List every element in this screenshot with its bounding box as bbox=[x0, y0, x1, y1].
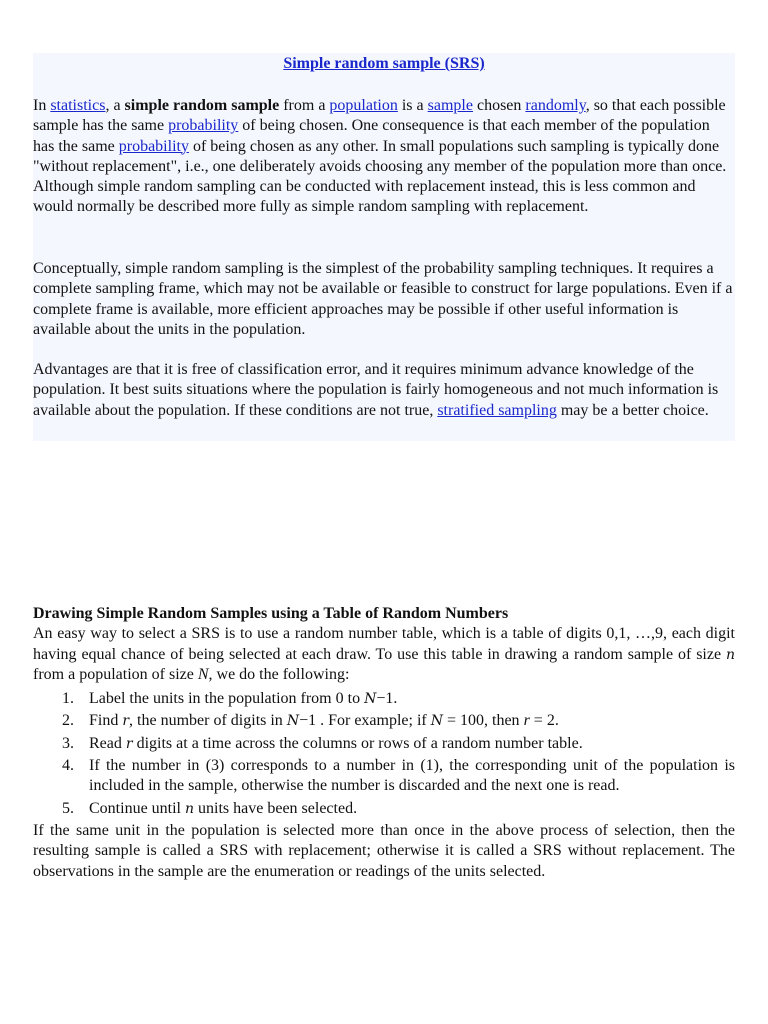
step-item bbox=[62, 734, 735, 754]
closing-paragraph: If the same unit in the population is selected more than once in the above process of selection, then the resulting sample is called a SRS with replacement; otherwise it is called a SRS without replacement. The observations in the sample are the enumeration or readings of the units selected. bbox=[33, 821, 735, 880]
step-text: Label the units in the population from 0 to N−1. bbox=[89, 690, 398, 708]
link-statistics[interactable]: statistics bbox=[50, 97, 106, 114]
math-variable: n bbox=[725, 646, 735, 663]
srs-concept-paragraph: Conceptually, simple random sampling is the simplest of the probability sampling techniques. It requires a complete sampling frame, which may not be available or feasible to construct for large populations. Even if a complete frame is available, more efficient approaches may be possible if other useful information is available about the units in the population. bbox=[33, 260, 733, 338]
link-stratified-sampling[interactable]: stratified sampling bbox=[437, 401, 557, 419]
math-variable: r bbox=[122, 713, 130, 730]
link-probability[interactable]: probability bbox=[118, 137, 189, 155]
drawing-section-title: Drawing Simple Random Samples using a Table of Random Numbers bbox=[33, 605, 509, 622]
srs-definition-paragraph: In statistics, a simple random sample from a population is a sample chosen randomly, so that each possible sample has the same probability of being chosen. One consequence is that each member of the population has the same probability of being chosen as any other. In small populations such sampling is typically done "without replacement", i.e., one deliberately avoids choosing any member of the population more than once. Although simple random sampling can be conducted with replacement instead, this is less common and would normally be described more fully as simple random sampling with replacement. bbox=[33, 97, 727, 216]
bold-term: simple random sample bbox=[124, 97, 280, 114]
steps-list bbox=[33, 689, 735, 819]
math-variable: n bbox=[185, 800, 195, 817]
italic-variable: N bbox=[197, 665, 209, 683]
math-variable: N bbox=[286, 713, 300, 730]
step-text: Read r digits at a time across the columns or rows of a random number table. bbox=[89, 734, 583, 752]
drawing-intro-paragraph: An easy way to select a SRS is to use a random number table, which is a table of digits 0,1, …,9, each digit having equal chance of being selected at each draw. To use this table in drawing a random sample of size n from a population of size N, we do the following: bbox=[33, 625, 735, 683]
srs-panel bbox=[33, 53, 735, 441]
link-population[interactable]: population bbox=[329, 97, 398, 114]
step-number: 3. bbox=[62, 734, 74, 752]
italic-variable: r bbox=[523, 712, 530, 730]
step-number: 1. bbox=[62, 690, 74, 708]
step-item bbox=[62, 756, 735, 797]
step-text: If the number in (3) corresponds to a number in (1), the corresponding unit of the population is included in the sample, otherwise the number is discarded and the next one is read. bbox=[89, 757, 735, 795]
srs-advantages-paragraph: Advantages are that it is free of classification error, and it requires minimum advance knowledge of the population. It best suits situations where the population is fairly homogeneous and not much information is available about the population. If these conditions are not true, stratified sampling may be a better choice. bbox=[33, 361, 719, 419]
math-variable: N bbox=[430, 713, 443, 730]
step-item bbox=[62, 799, 735, 819]
step-text: Continue until n units have been selected. bbox=[89, 799, 358, 817]
math-variable: N bbox=[364, 691, 377, 708]
step-number: 4. bbox=[62, 757, 74, 775]
link-randomly[interactable]: randomly bbox=[525, 97, 586, 114]
step-item bbox=[62, 711, 735, 731]
drawing-section bbox=[33, 604, 735, 882]
srs-title-link[interactable]: Simple random sample (SRS) bbox=[283, 55, 485, 72]
step-number: 5. bbox=[62, 799, 74, 817]
math-variable: r bbox=[125, 735, 133, 752]
step-text: Find r, the number of digits in N−1 . For example; if N = 100, then r = 2. bbox=[89, 712, 559, 730]
step-number: 2. bbox=[62, 712, 74, 730]
step-item bbox=[62, 689, 735, 709]
link-sample[interactable]: sample bbox=[427, 97, 473, 114]
link-probability[interactable]: probability bbox=[168, 117, 239, 135]
